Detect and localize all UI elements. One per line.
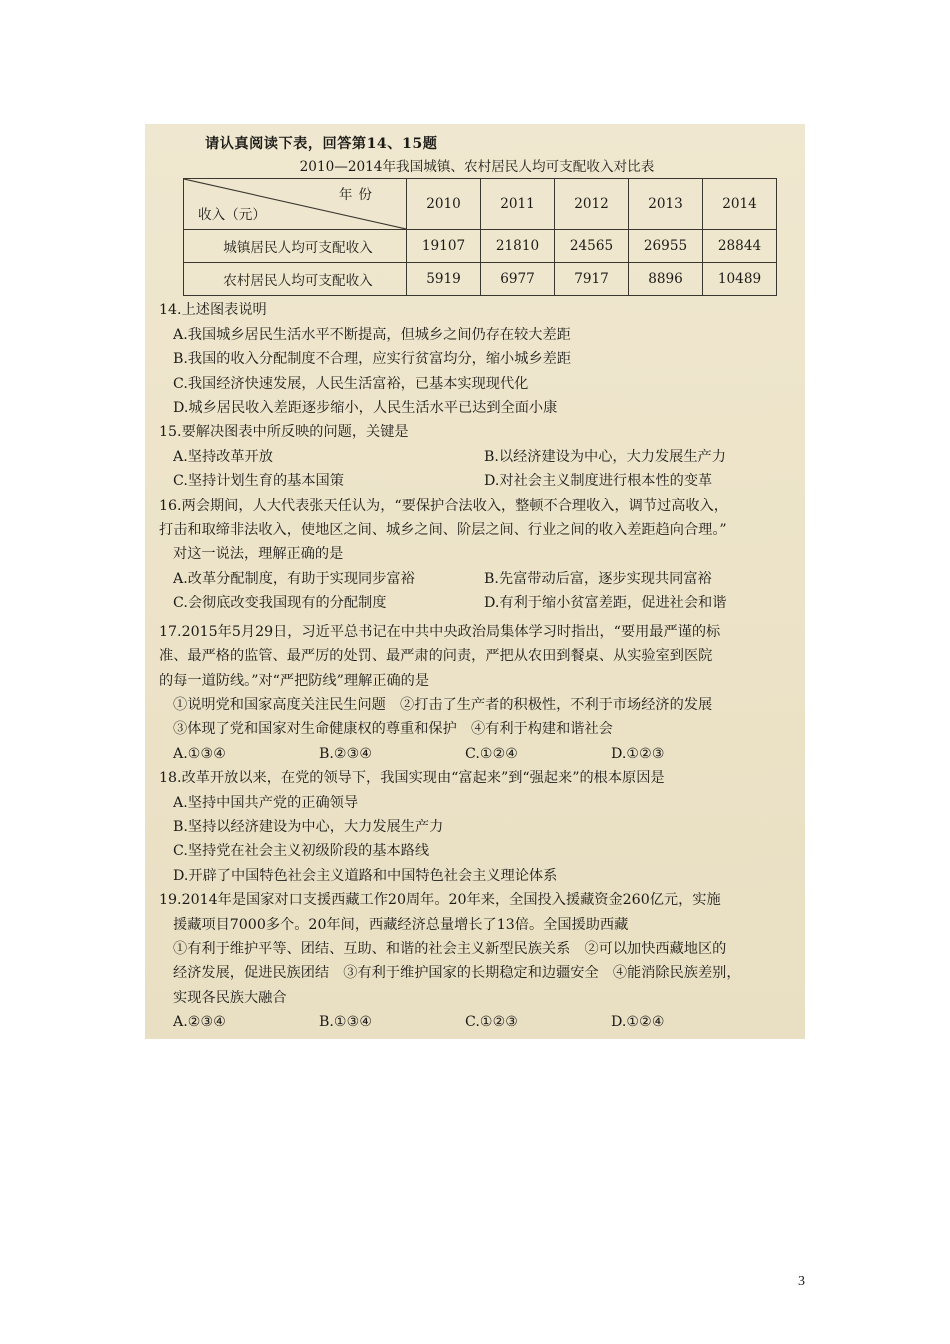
option-b: B.先富带动后富，逐步实现共同富裕: [484, 570, 712, 587]
option-b: B.②③④: [319, 745, 373, 762]
row-label: 农村居民人均可支配收入: [184, 263, 407, 296]
option-b: B.以经济建设为中心，大力发展生产力: [484, 448, 726, 465]
page-number: 3: [798, 1274, 805, 1289]
scanned-exam-page: [145, 124, 805, 1039]
question-stem: 14.上述图表说明: [159, 302, 267, 319]
question-stem: 对这一说法，理解正确的是: [173, 546, 344, 563]
option-b: B.坚持以经济建设为中心，大力发展生产力: [173, 818, 444, 835]
table-header-row: [184, 179, 777, 230]
option-a: A.改革分配制度，有助于实现同步富裕: [173, 570, 415, 587]
option-d: D.有利于缩小贫富差距，促进社会和谐: [484, 595, 727, 612]
option-b: B.我国的收入分配制度不合理，应实行贫富均分，缩小城乡差距: [173, 351, 572, 368]
question-stem: 援藏项目7000多个。20年间，西藏经济总量增长了13倍。全国援助西藏: [173, 916, 629, 933]
statement: ③体现了党和国家对生命健康权的尊重和保护 ④有利于构建和谐社会: [173, 721, 613, 738]
option-d: D.城乡居民收入差距逐步缩小，人民生活水平已达到全面小康: [173, 400, 558, 417]
table-cell: 8896: [629, 263, 703, 296]
table-cell: 19107: [407, 230, 481, 263]
statement: 经济发展，促进民族团结 ③有利于维护国家的长期稳定和边疆安全 ④能消除民族差别，: [173, 965, 741, 982]
statement: ①说明党和国家高度关注民生问题 ②打击了生产者的积极性，不利于市场经济的发展: [173, 696, 713, 713]
question-14: [159, 298, 795, 420]
question-stem: 15.要解决图表中所反映的问题，关键是: [159, 424, 409, 441]
option-d: D.开辟了中国特色社会主义道路和中国特色社会主义理论体系: [173, 867, 558, 884]
intro-text: 请认真阅读下表，回答第14、15题: [205, 136, 438, 152]
question-17: [159, 620, 795, 766]
option-c: C.会彻底改变我国现有的分配制度: [173, 595, 387, 612]
table-cell: 21810: [481, 230, 555, 263]
option-a: A.①③④: [173, 745, 226, 762]
corner-label-year: 年份: [338, 187, 378, 204]
question-stem: 17.2015年5月29日，习近平总书记在中共中央政治局集体学习时指出，“要用最严谨的标: [159, 623, 721, 640]
table-cell: 24565: [555, 230, 629, 263]
corner-label-income: 收入（元）: [198, 207, 266, 224]
statement: ①有利于维护平等、团结、互助、和谐的社会主义新型民族关系 ②可以加快西藏地区的: [173, 940, 727, 957]
option-c: C.①②③: [465, 1014, 519, 1031]
table-row: [184, 263, 777, 296]
table-cell: 6977: [481, 263, 555, 296]
option-a: A.②③④: [173, 1014, 226, 1031]
question-stem: 准、最严格的监管、最严厉的处罚、最严肃的问责，严把从农田到餐桌、从实验室到医院: [159, 648, 713, 665]
row-label: 城镇居民人均可支配收入: [184, 230, 407, 263]
question-stem: 18.改革开放以来，在党的领导下，我国实现由“富起来”到“强起来”的根本原因是: [159, 770, 665, 787]
year-header: 2010: [407, 179, 481, 230]
option-a: A.坚持中国共产党的正确领导: [173, 794, 359, 811]
question-stem: 打击和取缔非法收入，使地区之间、城乡之间、阶层之间、行业之间的收入差距趋向合理。”: [159, 522, 727, 539]
option-c: C.①②④: [465, 745, 519, 762]
statement: 实现各民族大融合: [173, 989, 287, 1006]
option-c: C.坚持计划生育的基本国策: [173, 473, 344, 490]
question-18: [159, 766, 795, 888]
table-cell: 7917: [555, 263, 629, 296]
question-15: [159, 420, 795, 493]
option-a: A.坚持改革开放: [173, 448, 273, 465]
question-stem: 16.两会期间，人大代表张天任认为，“要保护合法收入，整顿不合理收入，调节过高收入，: [159, 497, 728, 514]
option-b: B.①③④: [319, 1014, 373, 1031]
question-19: [159, 888, 795, 1034]
table-row: [184, 230, 777, 263]
year-header: 2011: [481, 179, 555, 230]
income-table: [183, 178, 777, 296]
year-header: 2012: [555, 179, 629, 230]
option-d: D.对社会主义制度进行根本性的变革: [484, 473, 713, 490]
option-c: C.坚持党在社会主义初级阶段的基本路线: [173, 843, 430, 860]
table-cell: 26955: [629, 230, 703, 263]
table-corner-cell: [184, 179, 407, 230]
question-16: [159, 494, 795, 616]
option-d: D.①②④: [611, 1014, 665, 1031]
table-cell: 5919: [407, 263, 481, 296]
option-c: C.我国经济快速发展，人民生活富裕，已基本实现现代化: [173, 375, 529, 392]
option-a: A.我国城乡居民生活水平不断提高，但城乡之间仍存在较大差距: [173, 326, 571, 343]
question-stem: 的每一道防线。”对“严把防线”理解正确的是: [159, 672, 430, 689]
question-stem: 19.2014年是国家对口支援西藏工作20周年。20年来，全国投入援藏资金260亿元，实施: [159, 892, 721, 909]
table-cell: 28844: [703, 230, 777, 263]
year-header: 2013: [629, 179, 703, 230]
table-cell: 10489: [703, 263, 777, 296]
year-header: 2014: [703, 179, 777, 230]
option-d: D.①②③: [611, 745, 665, 762]
table-caption: 2010—2014年我国城镇、农村居民人均可支配收入对比表: [299, 159, 655, 176]
